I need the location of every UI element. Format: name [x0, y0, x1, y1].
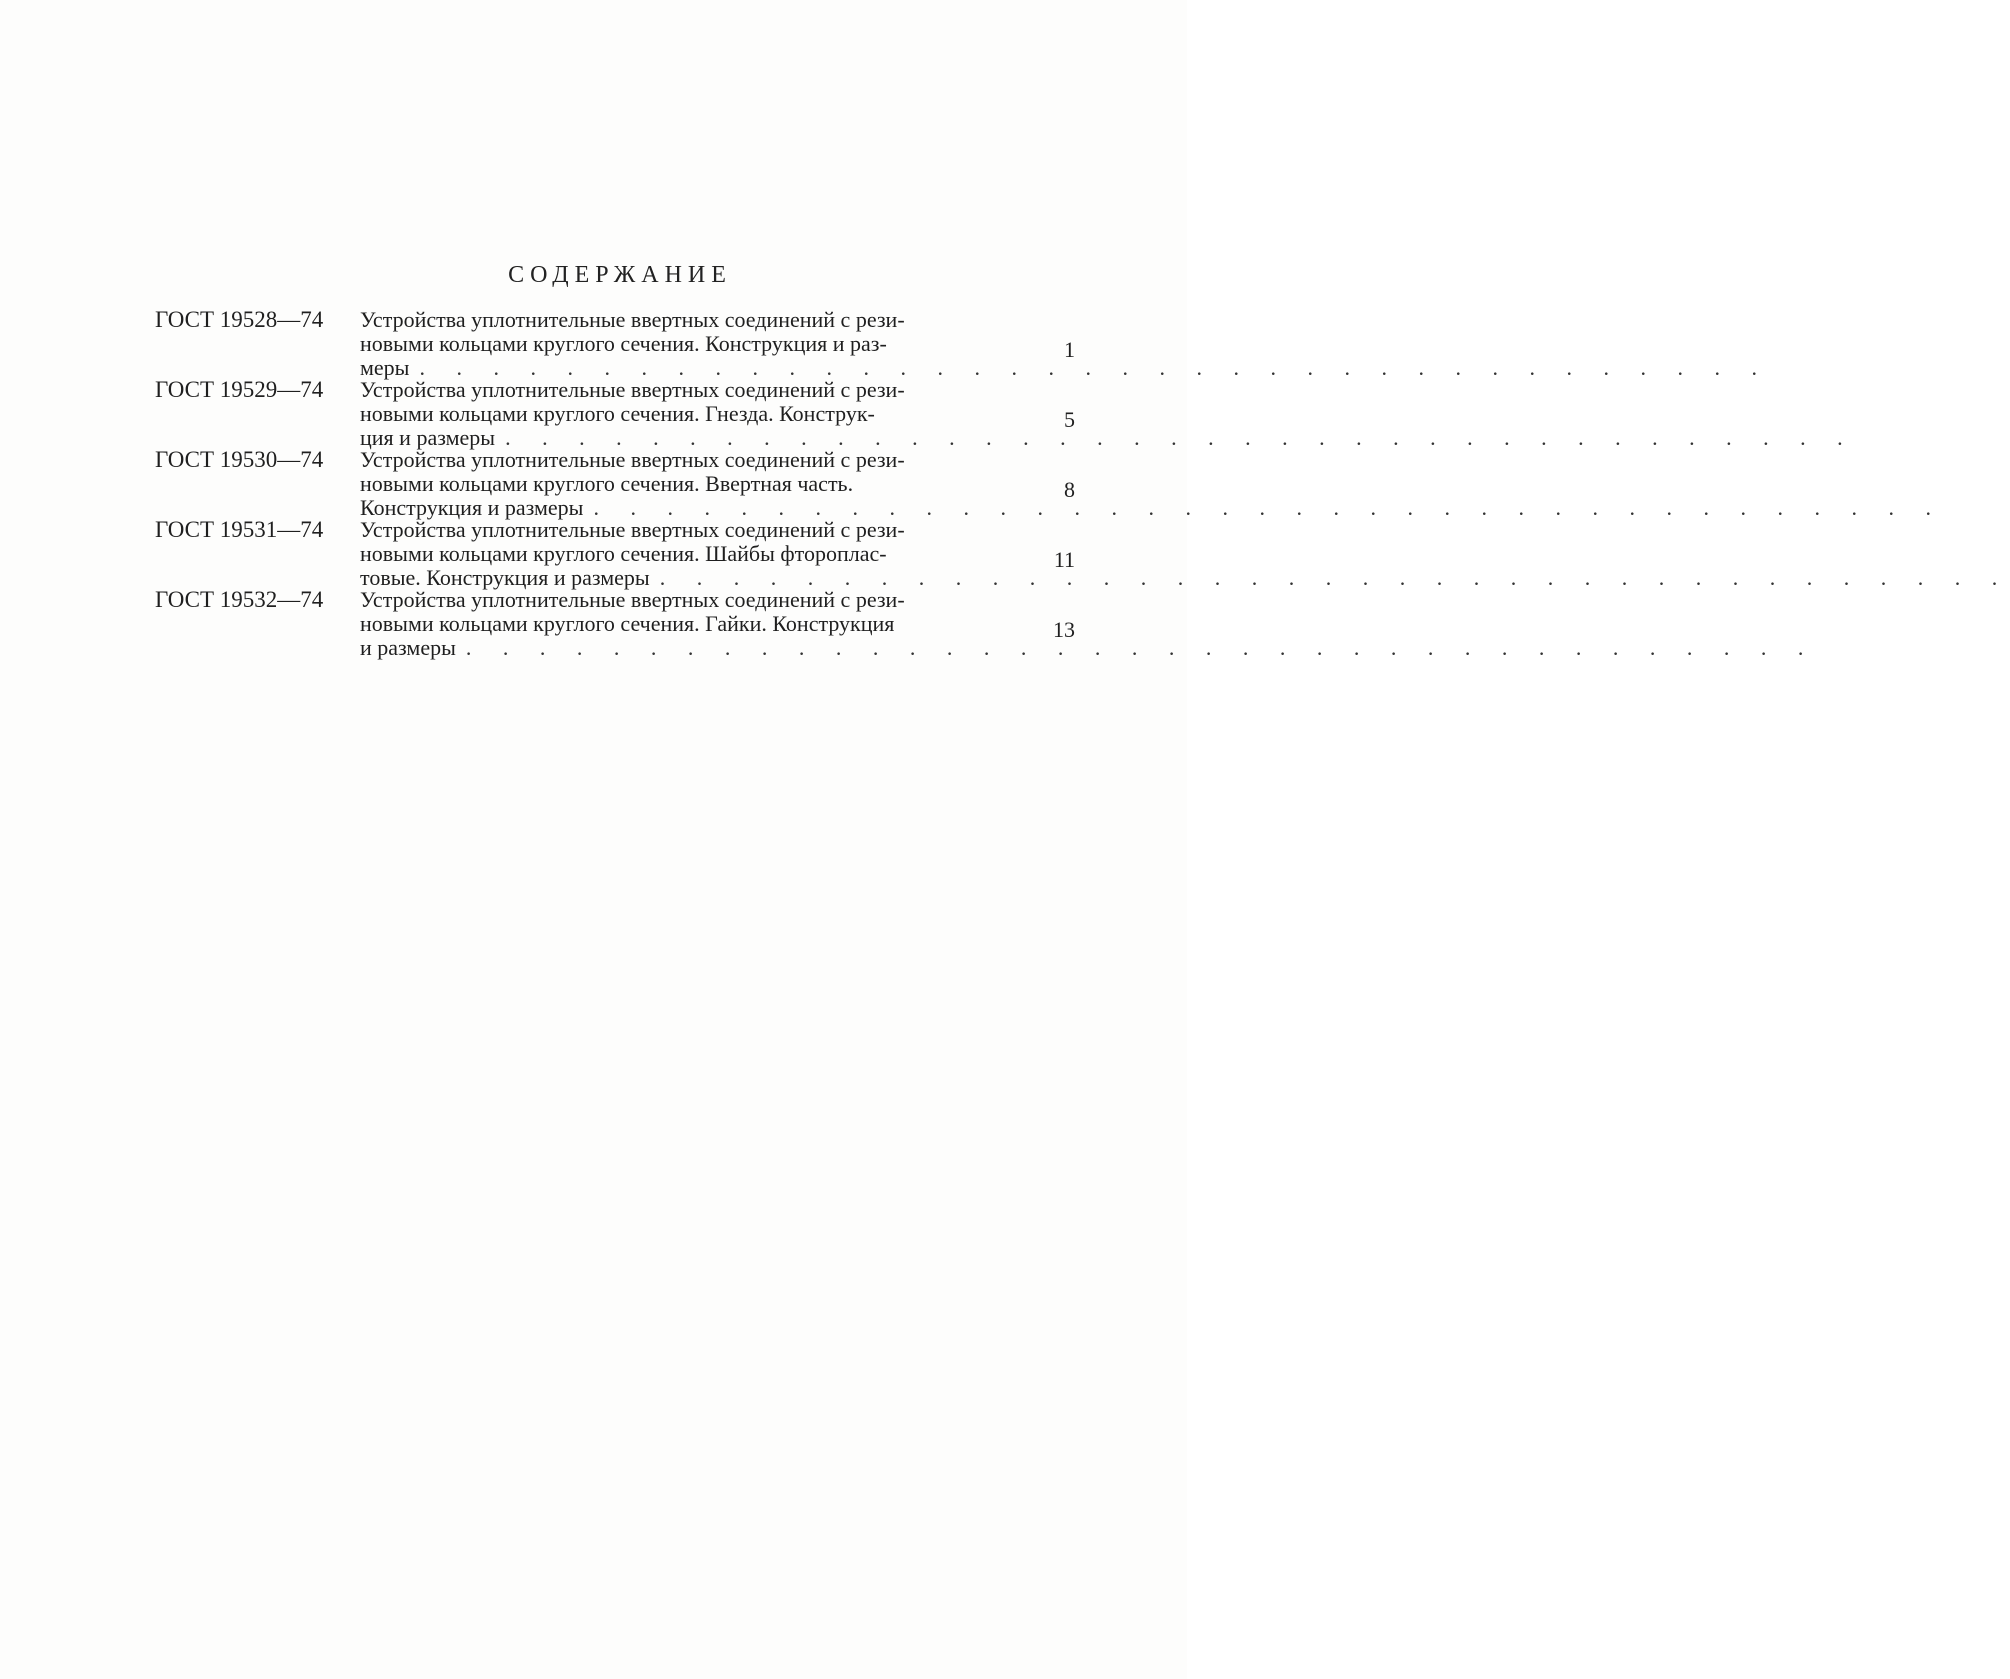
toc-entry[interactable] — [155, 587, 1817, 660]
toc-entry-description — [360, 307, 1770, 380]
toc-entry-description — [360, 377, 1856, 450]
toc-entry-line: новыми кольцами круглого сечения. Гнезда. Конструк- — [360, 401, 875, 426]
toc-entry-line: Устройства уплотнительные ввертных соединений с рези- — [360, 447, 905, 472]
toc-entry-description — [360, 447, 1944, 520]
toc-entry-line: новыми кольцами круглого сечения. Конструкция и раз- — [360, 331, 887, 356]
toc-entry-line: Устройства уплотнительные ввертных соединений с рези- — [360, 377, 905, 402]
toc-entry[interactable] — [155, 517, 2010, 590]
toc-entry-page: 5 — [1064, 407, 1075, 432]
toc-entry-line: Устройства уплотнительные ввертных соединений с рези- — [360, 587, 905, 612]
toc-entry-line: ция и размеры — [360, 425, 496, 450]
dot-leader: . . . . . . . . . . . . . . . . . . . . . . . . . . . . . . . . . . . . . — [659, 565, 2010, 590]
toc-entry-last-line — [360, 635, 1817, 660]
toc-entry-line: товые. Конструкция и размеры — [360, 565, 650, 590]
toc-entry-line: и размеры — [360, 635, 456, 660]
toc-entry-code: ГОСТ 19532—74 — [155, 587, 324, 612]
toc-entry-page: 11 — [1053, 547, 1075, 572]
toc-entry-page: 1 — [1064, 337, 1075, 362]
toc-entry-code: ГОСТ 19529—74 — [155, 377, 324, 402]
toc-entry-line: новыми кольцами круглого сечения. Гайки. Конструкция — [360, 611, 895, 636]
toc-entry-code: ГОСТ 19530—74 — [155, 447, 324, 472]
dot-leader: . . . . . . . . . . . . . . . . . . . . . . . . . . . . . . . . . . . . . — [419, 355, 1770, 380]
toc-entry-line: меры — [360, 355, 410, 380]
toc-entry-page: 13 — [1053, 617, 1075, 642]
table-of-contents — [155, 307, 2010, 660]
toc-entry[interactable] — [155, 307, 1770, 380]
toc-entry-page: 8 — [1064, 477, 1075, 502]
dot-leader: . . . . . . . . . . . . . . . . . . . . . . . . . . . . . . . . . . . . . — [593, 495, 1944, 520]
toc-entry-code: ГОСТ 19528—74 — [155, 307, 324, 332]
toc-title: СОДЕРЖАНИЕ — [508, 262, 732, 288]
toc-entry[interactable] — [155, 447, 1944, 520]
toc-entry-line: Конструкция и размеры — [360, 495, 584, 520]
toc-entry[interactable] — [155, 377, 1856, 450]
toc-entry-line: новыми кольцами круглого сечения. Ввертная часть. — [360, 471, 854, 496]
toc-entry-line: новыми кольцами круглого сечения. Шайбы фтороплас- — [360, 541, 887, 566]
dot-leader: . . . . . . . . . . . . . . . . . . . . . . . . . . . . . . . . . . . . . — [465, 635, 1817, 660]
toc-entry-code: ГОСТ 19531—74 — [155, 517, 324, 542]
dot-leader: . . . . . . . . . . . . . . . . . . . . . . . . . . . . . . . . . . . . . — [505, 425, 1856, 450]
toc-entry-line: Устройства уплотнительные ввертных соединений с рези- — [360, 517, 905, 542]
toc-entry-line: Устройства уплотнительные ввертных соединений с рези- — [360, 307, 905, 332]
